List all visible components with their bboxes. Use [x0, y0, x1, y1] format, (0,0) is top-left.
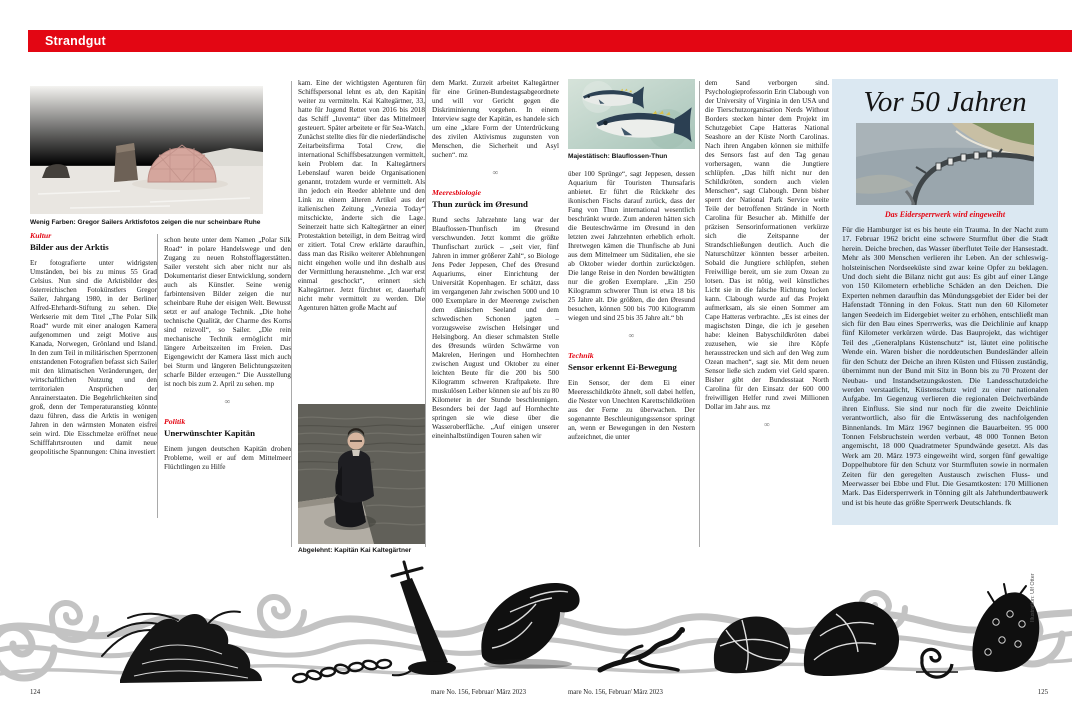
captain-photo [298, 404, 425, 544]
column-5 [568, 79, 695, 442]
captain-photo-caption: Abgelehnt: Kapitän Kai Kaltegärtner [298, 547, 412, 554]
article-arktis-part2: schon heute unter dem Namen „Polar Silk Road“ in polare Handelswege und den Zugang zu neuen Rohstofflagerstätten. Sailer versteht sich aber nicht nur als Dokumentarist dieser Entwicklung, sondern auch als Künstler. Seine wenig farbintensiven Bilder zeigen die nur scheinbare Ruhe der eisigen Welt. Bewusst setzt er auf analoge Technik. „Die hohe technische Qualität, der Charme des Korns sind reizvoll“, so Sailer. „Die rein mechanische Technik ermöglicht mir längere Arbeitszeiten im Freien. Das Eigengewicht der Kamera lässt mich auch bei Sturm und längeren Belichtungszeiten scharfe Bilder erzeugen.“ Die Ausstellung ist noch bis zum 2. April zu sehen. mp [164, 236, 291, 388]
category-meeresbiologie: Meeresbiologie [432, 188, 481, 197]
article-thun-part1: Rund sechs Jahrzehnte lang war der Blauflossen-Thunfisch im Øresund verschwunden. Jetzt kommt die größte Thunfischart zurück – „seit vier, fünf Jahren in immer größerer Zahl“, so Biologe Jens Peder Jeppesen, Chef des Øresund Aquariums, einer Einrichtung der Universität Kopenhagen. Er schätzt, dass im vergangenen Jahr zwischen 5000 und 10 000 Exemplare in der Meerenge zwischen dem dänischen Seeland und dem schwedischen Schonen jagten – vorzugsweise zwischen Helsingør und Helsingborg. An dieser schmalsten Stelle des Øresunds würden Schwärme von Makrelen, Heringen und Hornhechten zwischen August und Oktober zu einer leichten Beute für die 200 bis 500 Kilogramm schweren Kraftpakete. Ihre muskulösen Leiber können sie auf bis zu 80 Kilometer in der Stunde beschleunigen. Besonders bei der Jagd auf Hornhechte springen sie wie diese über die Wasseroberfläche. „Auf einigen unserer eineinhalbstündigen Touren sahen wir [432, 216, 559, 440]
column-divider [157, 234, 158, 518]
column-6 [705, 79, 829, 440]
article-title-kapitaen: Unerwünschter Kapitän [164, 428, 255, 438]
column-1 [30, 231, 157, 457]
issue-line-right: mare No. 156, Februar/ März 2023 [568, 689, 663, 696]
article-title-arktis: Bilder aus der Arktis [30, 242, 109, 252]
article-kapitaen-part3: dem Markt. Zurzeit arbeitet Kaltegärtner für eine Grünen-Bundestagsabgeordnete und will vor Gericht gegen die Diskriminierung vorgehen. In einem Interview sagte der Kapitän, es handele sich um eine „klare Form der Unterdrückung des zivilen Aktivismus zugunsten von Menschen, die Sicherheit und Asyl suchen“. mz [432, 79, 559, 159]
article-endmark: ∞ [628, 331, 635, 340]
vor-50-jahren-box [832, 79, 1058, 525]
article-sensor-part1: Ein Sensor, der dem Ei einer Meeresschildkröte ähnelt, soll dabei helfen, die Nester von Unechten Karettschildkröten aus der Ferne zu überwachen. Der sogenannte Beschleunigungssensor springt an, wenn er Bewegungen in den Nestern aufzeichnet, die unter [568, 379, 695, 441]
category-technik: Technik [568, 351, 594, 360]
article-title-sensor: Sensor erkennt Ei-Bewegung [568, 362, 677, 372]
issue-line-left: mare No. 156, Februar/ März 2023 [431, 689, 526, 696]
illustration-credit: Illustration: Ulf Otter [1030, 573, 1036, 622]
column-divider [291, 81, 292, 547]
article-kapitaen-part2: kam. Eine der wichtigsten Agenturen für Schiffspersonal lehnt es ab, den Kapitän weiter zu vermitteln. Kai Kaltegärtner, 33, hatte für Jugend Rettet von 2016 bis 2018 das Schiff „Iuventa“ über das Mittelmeer gesteuert. Später arbeitete er für Sea-Watch. Zunächst stellte dies für die niederländische Zeitarbeitsfirma Total Crew, die international Schiffsbesatzungen vermittelt, kein Problem dar. In Kaltegärtners Lebenslauf waren beide Organisationen genannt, trotzdem wurde er vermittelt. Als ihn jedoch ein Reeder ablehnte und den Link zu einem älteren Artikel aus der italienischen Zeitung „Venezia Today“ mitschickte, änderte sich die Lage. Seinerzeit hatte sich Kaltegärtner an einer Protestaktion beteiligt, in dem Beitrag wird er zitiert. Total Crew erklärte daraufhin, dass man das Risiko weiterer Ablehnungen nicht eingehen wolle und ihn deshalb aus der Vermittlung herausnehme. „Ich war erst einmal geschockt“, erinnert sich Kaltegärtner. Jetzt fürchtet er, dauerhaft nicht mehr vermittelt zu werden. Die Agenturen hätten große Macht auf [298, 79, 425, 312]
column-3 [298, 79, 425, 313]
category-kultur: Kultur [30, 231, 52, 240]
vor-50-jahren-title: Vor 50 Jahren [863, 86, 1027, 118]
section-banner [28, 30, 1072, 52]
page-number-right: 125 [1037, 689, 1048, 696]
vor-50-jahren-body: Für die Hamburger ist es bis heute ein Trauma. In der Nacht zum 17. Februar 1962 bricht eine schwere Sturmflut über die Stadt herein. Deiche brechen, das Wasser überflutet Teile der Hansestadt. Mehr als 300 Menschen verlieren ihr Leben. An der schleswig-holsteinischen Nordseeküste sind zwar keine Opfer zu beklagen. Und doch sieht die Bilanz nicht gut aus: Es gibt auf einer Länge von 150 Kilometern erhebliche Schäden an den Deichen. Die Experten nehmen daraufhin das Mündungsgebiet der Eider bei der Hafenstadt Tönning in den Fokus. Statt nun den 60 Kilometer langen Seedeich im Eidergebiet weiter zu erhöhen, entschließt man sich für den Bau eines Sperrwerks, was die Deichlinie auf knapp fünf Kilometer verkürzen würde. Das Bauprojekt, das wichtiger Teil des „Generalplans Küstenschutz“ ist, läutet eine politische Wende ein. Waren bisher die norddeutschen Bundesländer allein für den Schutz der Deiche an ihren Küsten und Flüssen zuständig, übernimmt nun der Bund mit Sitz in Bonn bis zu 70 Prozent der Neubau- und Instandsetzungskosten. Die Landesschutzdeiche werden verstaatlicht, Küstenschutz wird zu einer nationalen Aufgabe. Im Gegenzug verlieren die regionalen Deichverbände ihren Einfluss. Sie sind nur noch für die zweite Deichlinie verantwortlich, also für die Entwässerung des nachfolgenden Binnenlands. Im März 1967 beginnen die Bauarbeiten. 95 000 Tonnen Felsbruchstein werden verbaut, 48 000 Tonnen Beton angemischt, 18 000 Quadratmeter Spundwände gesetzt. Als das Werk am 20. März 1973 eingeweiht wird, sorgen fünf gewaltige Doppelhubtore für den Schutz vor Sturmfluten sowie in normalen Zeiten für den geregelten Austausch zwischen Fluss- und Meerwasser bei Ebbe und Flut. Die Gesamtkosten: 170 Millionen Mark. Das Eidersperrwerk in Tönning gilt als Jahrhundertbauwerk und ist bis heute das größte Sperrwerk Deutschlands. fk [842, 225, 1048, 507]
section-title: Strandgut [45, 34, 106, 48]
flotsam-illustration [0, 560, 1072, 705]
tuna-photo-caption: Majestätisch: Blauflossen-Thun [568, 153, 668, 160]
article-kapitaen-part1: Einem jungen deutschen Kapitän drohen Probleme, weil er auf dem Mittelmeer Flüchtlingen zu Hilfe [164, 445, 291, 471]
article-title-thun: Thun zurück im Øresund [432, 199, 528, 209]
column-2 [164, 236, 291, 472]
tuna-photo [568, 79, 695, 149]
column-divider [699, 81, 700, 547]
page-number-left: 124 [30, 689, 41, 696]
article-thun-part2: über 100 Sprünge“, sagt Jeppesen, dessen Aquarium für Touristen Thunsafaris anbietet. Er führt die Rückkehr des ikonischen Fischs darauf zurück, dass der Fang von Thun international wesentlich beschränkt wurde. Zum anderen hätten sich die Beuteschwärme im Øresund in den letzten zwei Jahrzehnten erheblich erholt. Ihretwegen kämen die Thunfische ab Juni aus dem Mittelmeer um Süditalien, ehe sie ab Oktober wieder dorthin zurückzögen. Die lange Reise in den Norden bewältigten nur die großen Exemplare. „Ein 250 Kilogramm schwerer Thun ist etwa 18 bis 25 Jahre alt. Die größten, die den Øresund besuchen, können 500 bis 700 Kilogramm wiegen und sind 25 bis 35 Jahre alt.“ bh [568, 170, 695, 322]
column-4 [432, 79, 559, 441]
arctic-photo-caption: Wenig Farben: Gregor Sailers Arktisfotos zeigen die nur scheinbare Ruhe [30, 219, 261, 226]
article-endmark: ∞ [224, 397, 231, 406]
eidersperrwerk-photo [856, 123, 1034, 205]
article-endmark: ∞ [764, 420, 770, 429]
arctic-photo [30, 86, 263, 214]
eidersperrwerk-caption: Das Eidersperrwerk wird eingeweiht [884, 210, 1006, 219]
article-arktis-part1: Er fotografierte unter widrigsten Umständen, bei bis zu minus 55 Grad Celsius. Nun sind die Arktisbilder des österreichischen Fotokünstlers Gregor Sailer, Jahrgang 1980, in der Berliner Alfred-Ehrhardt-Stiftung zu sehen. Die Werkserie mit dem Titel „The Polar Silk Road“ wurde mit einer analogen Kamera aufgenommen und zeigt Motive aus Kanada, Norwegen, Grönland und Island. In den zum Teil in militärischen Sperrzonen entstandenen Fotografien befasst sich Sailer mit den klimatischen Veränderungen, der wirtschaftlichen Nutzung und den territorialen Ansprüchen der Anrainerstaaten. Die Begehrlichkeiten sind groß, denn der Temperaturanstieg könnte dazu führen, dass die Arktis in wenigen Jahren in den wärmsten Monaten eisfrei sein wird. Die Eisschmelze eröffnet neue Schifffahrtsrouten und damit neue geopolitische Spannungen: China investiert [30, 259, 157, 456]
article-sensor-part2: dem Sand verborgen sind. Psychologieprofessorin Erin Clabough von der University of Virginia in den USA und die Tierschutzorganisation Nerds Without Borders stecken hinter dem Projekt im Schutzgebiet Cape Hatteras National Seashore an der Küste North Carolinas. Nach ihren Angaben können sie mithilfe des Sensors fast auf den Tag genau vorhersagen, wann die Jungtiere schlüpfen. „Das hilft nicht nur den Schildkröten, sondern auch vielen Menschen“, sagt Clabough. Denn bisher sperrt der National Park Service weite Teile der betroffenen Strände in North Carolina für Besucher ab. Mithilfe der präzisen Sensorinformationen verkürze sich die Zeitspanne der Strandschließungen deutlich. Auch die Naturschützer könnten besser arbeiten. Sobald die Jungtiere schlüpfen, stehen Freiwillige bereit, um sie zum Ozean zu lotsen. Das ist nötig, weil künstliches Licht sie in die falsche Richtung locken kann. Clabough wurde auf das Projekt aufmerksam, als sie einen Sommer am Cape Hatteras verbrachte. „Es ist eines der magischsten Dinge, die ich je gesehen habe: kleinen Babyschildkröten dabei zuzusehen, wie sie ihre Köpfe herausstrecken und sich auf den Weg zum Ozean machen“, sagt sie. Mit dem neuen Sensor ließe sich zudem viel Geld sparen. Bisher gibt der Bundesstaat North Carolina für den Einsatz der 600 000 freiwilligen Helfer rund zwei Millionen Dollar im Jahr aus. mz [705, 79, 829, 411]
article-endmark: ∞ [492, 168, 499, 177]
column-divider [425, 81, 426, 547]
category-politik: Politik [164, 417, 186, 426]
